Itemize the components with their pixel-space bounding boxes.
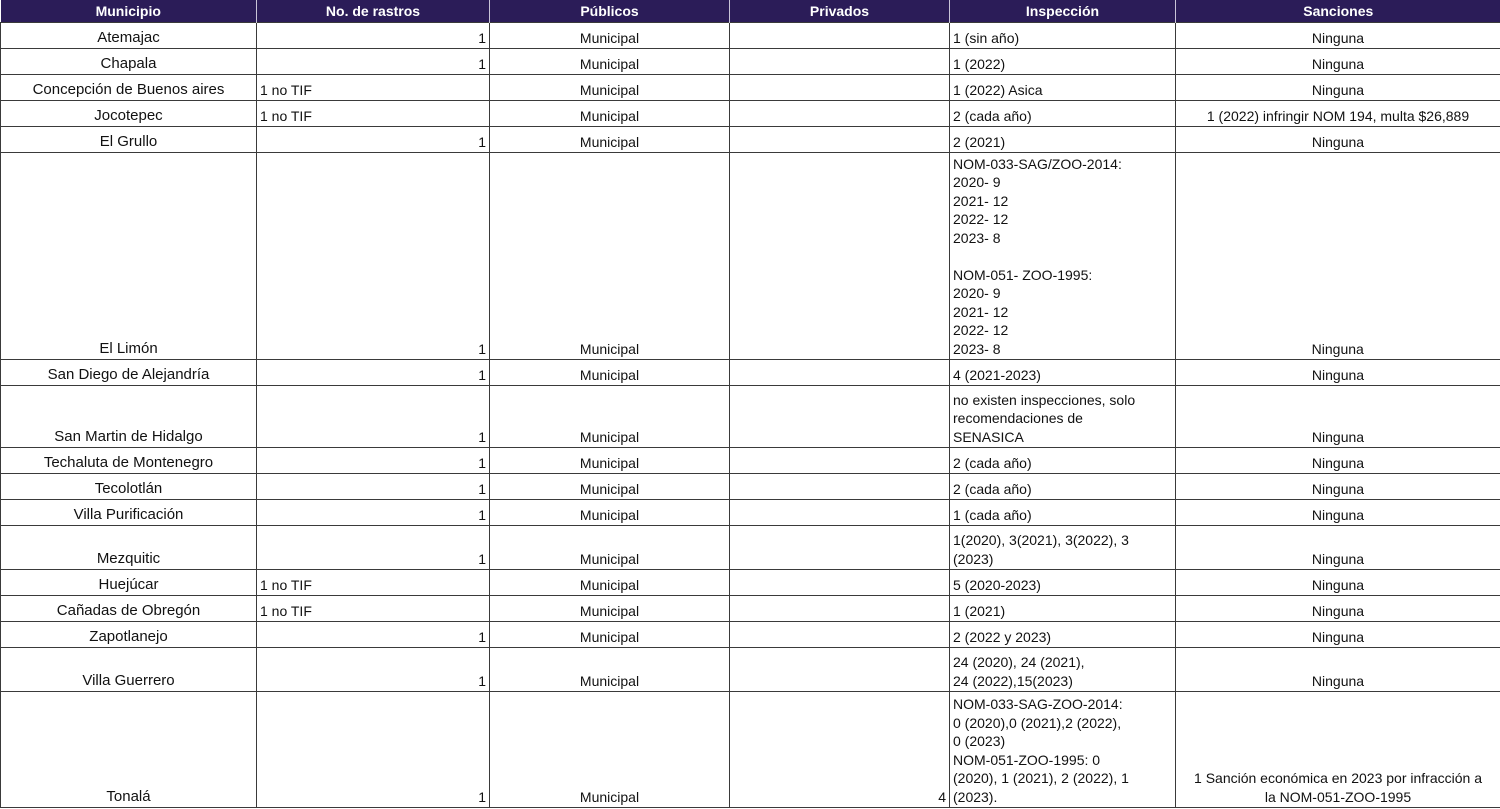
- cell-rastros: 1: [257, 127, 490, 153]
- cell-inspeccion: 4 (2021-2023): [950, 360, 1176, 386]
- table-row: [1, 570, 1500, 596]
- cell-privados: [730, 474, 950, 500]
- cell-municipio: San Martin de Hidalgo: [1, 386, 257, 448]
- cell-privados: [730, 648, 950, 692]
- cell-municipio: Zapotlanejo: [1, 622, 257, 648]
- cell-inspeccion: NOM-033-SAG/ZOO-2014: 2020- 9 2021- 12 2022- 12 2023- 8 NOM-051- ZOO-1995: 2020- 9 2021- 12 2022- 12 2023- 8: [950, 153, 1176, 360]
- cell-rastros: 1: [257, 386, 490, 448]
- cell-privados: [730, 386, 950, 448]
- table-row: [1, 127, 1500, 153]
- cell-sanciones: Ninguna: [1176, 23, 1500, 49]
- table-row: [1, 474, 1500, 500]
- cell-publicos: Municipal: [490, 386, 730, 448]
- cell-publicos: Municipal: [490, 360, 730, 386]
- cell-privados: [730, 570, 950, 596]
- cell-municipio: Huejúcar: [1, 570, 257, 596]
- cell-sanciones: Ninguna: [1176, 474, 1500, 500]
- cell-privados: [730, 23, 950, 49]
- cell-privados: [730, 360, 950, 386]
- cell-privados: [730, 127, 950, 153]
- cell-rastros: 1: [257, 622, 490, 648]
- cell-inspeccion: 1 (2021): [950, 596, 1176, 622]
- cell-sanciones: Ninguna: [1176, 596, 1500, 622]
- cell-rastros: 1: [257, 474, 490, 500]
- cell-inspeccion: 2 (cada año): [950, 448, 1176, 474]
- cell-inspeccion: 1 (2022): [950, 49, 1176, 75]
- cell-sanciones: Ninguna: [1176, 500, 1500, 526]
- cell-inspeccion: 2 (2022 y 2023): [950, 622, 1176, 648]
- cell-sanciones: Ninguna: [1176, 360, 1500, 386]
- header-publicos: Públicos: [490, 0, 730, 23]
- cell-privados: [730, 500, 950, 526]
- cell-municipio: San Diego de Alejandría: [1, 360, 257, 386]
- cell-inspeccion: 2 (cada año): [950, 474, 1176, 500]
- cell-municipio: Tecolotlán: [1, 474, 257, 500]
- cell-rastros: 1: [257, 500, 490, 526]
- cell-privados: [730, 622, 950, 648]
- cell-inspeccion: 1 (2022) Asica: [950, 75, 1176, 101]
- cell-sanciones: Ninguna: [1176, 648, 1500, 692]
- cell-sanciones: Ninguna: [1176, 386, 1500, 448]
- cell-municipio: El Limón: [1, 153, 257, 360]
- cell-inspeccion: 24 (2020), 24 (2021), 24 (2022),15(2023): [950, 648, 1176, 692]
- cell-publicos: Municipal: [490, 570, 730, 596]
- cell-privados: [730, 596, 950, 622]
- cell-privados: [730, 49, 950, 75]
- cell-publicos: Municipal: [490, 474, 730, 500]
- cell-inspeccion: 2 (cada año): [950, 101, 1176, 127]
- table-row: [1, 75, 1500, 101]
- table-row: [1, 360, 1500, 386]
- cell-publicos: Municipal: [490, 101, 730, 127]
- cell-rastros: 1 no TIF: [257, 101, 490, 127]
- cell-inspeccion: 1(2020), 3(2021), 3(2022), 3 (2023): [950, 526, 1176, 570]
- cell-publicos: Municipal: [490, 596, 730, 622]
- table-row: [1, 23, 1500, 49]
- cell-municipio: Mezquitic: [1, 526, 257, 570]
- cell-privados: [730, 75, 950, 101]
- cell-municipio: Cañadas de Obregón: [1, 596, 257, 622]
- cell-sanciones: Ninguna: [1176, 570, 1500, 596]
- table-row: [1, 648, 1500, 692]
- cell-publicos: Municipal: [490, 692, 730, 808]
- cell-sanciones: Ninguna: [1176, 153, 1500, 360]
- cell-privados: [730, 153, 950, 360]
- cell-inspeccion: 1 (cada año): [950, 500, 1176, 526]
- cell-rastros: 1: [257, 49, 490, 75]
- cell-municipio: El Grullo: [1, 127, 257, 153]
- cell-inspeccion: no existen inspecciones, solo recomendaciones de SENASICA: [950, 386, 1176, 448]
- cell-sanciones: 1 (2022) infringir NOM 194, multa $26,889: [1176, 101, 1500, 127]
- cell-publicos: Municipal: [490, 23, 730, 49]
- cell-municipio: Techaluta de Montenegro: [1, 448, 257, 474]
- cell-rastros: 1: [257, 360, 490, 386]
- table-row: [1, 596, 1500, 622]
- cell-rastros: 1: [257, 153, 490, 360]
- cell-rastros: 1: [257, 648, 490, 692]
- cell-publicos: Municipal: [490, 500, 730, 526]
- table-header-row: [1, 0, 1500, 23]
- cell-inspeccion: 2 (2021): [950, 127, 1176, 153]
- table-row: [1, 622, 1500, 648]
- cell-publicos: Municipal: [490, 49, 730, 75]
- cell-privados: [730, 526, 950, 570]
- cell-publicos: Municipal: [490, 648, 730, 692]
- cell-rastros: 1 no TIF: [257, 75, 490, 101]
- cell-privados: [730, 101, 950, 127]
- cell-municipio: Villa Guerrero: [1, 648, 257, 692]
- header-privados: Privados: [730, 0, 950, 23]
- table-row: [1, 153, 1500, 360]
- table-row: [1, 49, 1500, 75]
- cell-rastros: 1 no TIF: [257, 570, 490, 596]
- cell-municipio: Concepción de Buenos aires: [1, 75, 257, 101]
- cell-inspeccion: NOM-033-SAG-ZOO-2014: 0 (2020),0 (2021),2 (2022), 0 (2023) NOM-051-ZOO-1995: 0 (2020), 1 (2021), 2 (2022), 1 (2023).: [950, 692, 1176, 808]
- cell-sanciones: 1 Sanción económica en 2023 por infracción a la NOM-051-ZOO-1995: [1176, 692, 1500, 808]
- cell-sanciones: Ninguna: [1176, 127, 1500, 153]
- table-row: [1, 526, 1500, 570]
- cell-publicos: Municipal: [490, 153, 730, 360]
- cell-privados: [730, 448, 950, 474]
- table-row: [1, 101, 1500, 127]
- cell-rastros: 1: [257, 23, 490, 49]
- cell-inspeccion: 1 (sin año): [950, 23, 1176, 49]
- cell-rastros: 1: [257, 526, 490, 570]
- table-body: [1, 23, 1500, 808]
- table-row: [1, 448, 1500, 474]
- header-inspeccion: Inspección: [950, 0, 1176, 23]
- cell-sanciones: Ninguna: [1176, 75, 1500, 101]
- header-sanciones: Sanciones: [1176, 0, 1500, 23]
- table-row: [1, 386, 1500, 448]
- cell-municipio: Villa Purificación: [1, 500, 257, 526]
- cell-municipio: Chapala: [1, 49, 257, 75]
- cell-municipio: Tonalá: [1, 692, 257, 808]
- cell-rastros: 1: [257, 692, 490, 808]
- cell-sanciones: Ninguna: [1176, 448, 1500, 474]
- cell-privados: 4: [730, 692, 950, 808]
- cell-publicos: Municipal: [490, 622, 730, 648]
- header-municipio: Municipio: [1, 0, 257, 23]
- header-rastros: No. de rastros: [257, 0, 490, 23]
- table-row: [1, 500, 1500, 526]
- cell-sanciones: Ninguna: [1176, 49, 1500, 75]
- cell-rastros: 1 no TIF: [257, 596, 490, 622]
- cell-sanciones: Ninguna: [1176, 526, 1500, 570]
- cell-publicos: Municipal: [490, 127, 730, 153]
- cell-publicos: Municipal: [490, 75, 730, 101]
- cell-inspeccion: 5 (2020-2023): [950, 570, 1176, 596]
- cell-publicos: Municipal: [490, 526, 730, 570]
- cell-rastros: 1: [257, 448, 490, 474]
- cell-publicos: Municipal: [490, 448, 730, 474]
- table-row: [1, 692, 1500, 808]
- cell-sanciones: Ninguna: [1176, 622, 1500, 648]
- cell-municipio: Atemajac: [1, 23, 257, 49]
- cell-municipio: Jocotepec: [1, 101, 257, 127]
